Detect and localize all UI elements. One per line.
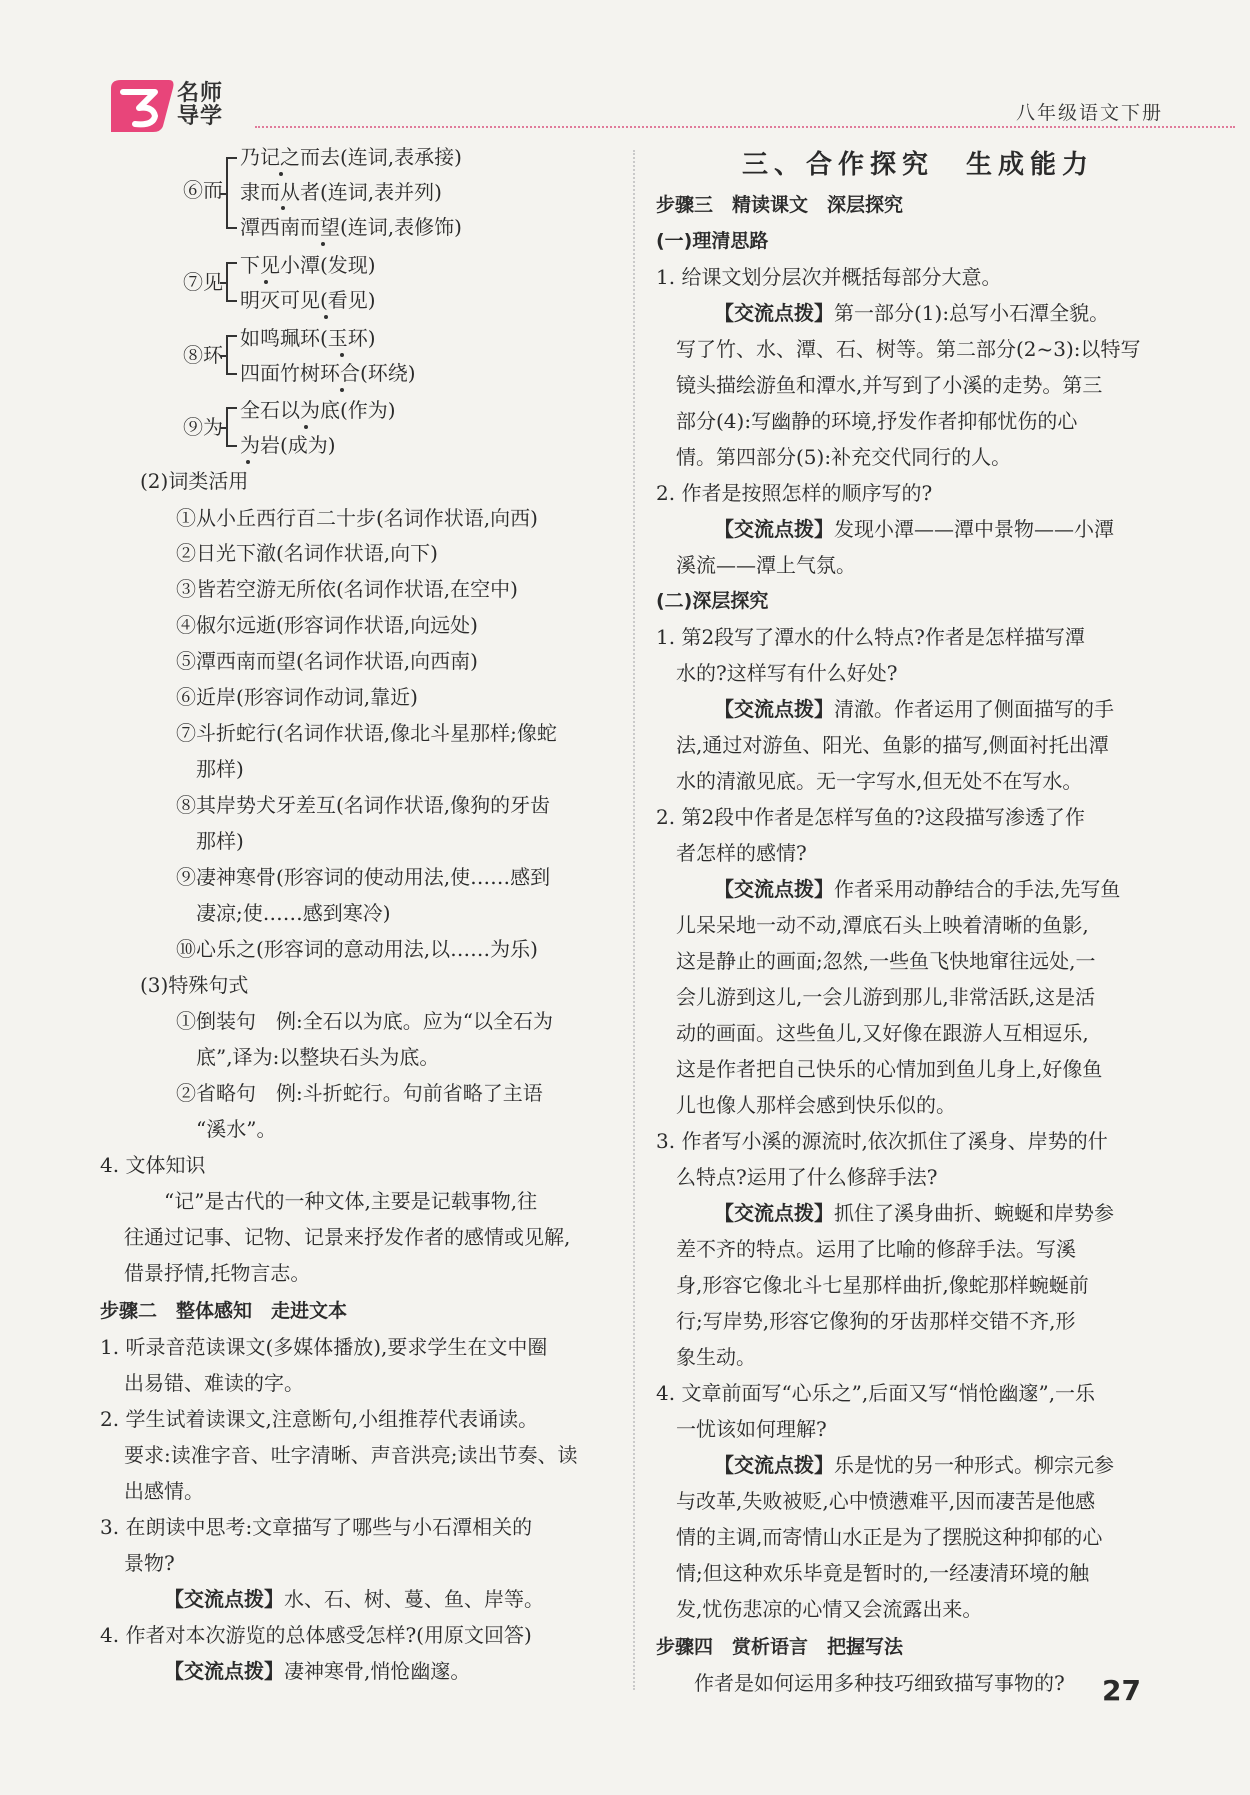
header-divider <box>255 126 1235 128</box>
question-line: 2. 第2段中作者是怎样写鱼的?这段描写渗透了作 <box>656 805 1085 829</box>
question-line: 1. 第2段写了潭水的什么特点?作者是怎样描写潭 <box>656 625 1085 649</box>
list-item: ④俶尔远逝(形容词作状语,向远处) <box>176 613 478 637</box>
section-title: 三、合作探究 生成能力 <box>742 150 1095 180</box>
answer-line: 情;但这种欢乐毕竟是暂时的,一经凄清环境的触 <box>676 1561 1090 1585</box>
list-item: ⑩心乐之(形容词的意动用法,以……为乐) <box>176 937 538 961</box>
question-line: 出易错、难读的字。 <box>124 1371 304 1395</box>
step-heading: 步骤三 精读课文 深层探究 <box>656 194 904 216</box>
list-item: 那样) <box>196 757 244 781</box>
answer-line: 这是作者把自己快乐的心情加到鱼儿身上,好像鱼 <box>676 1057 1103 1081</box>
column-divider <box>633 150 635 1690</box>
logo-text: 名师 导学 <box>177 81 224 129</box>
answer-line <box>164 1656 470 1686</box>
answer-line: 发,忧伤悲凉的心情又会流露出来。 <box>676 1597 983 1621</box>
list-item: 明灭可见(看见) <box>240 288 376 312</box>
answer-line: 【交流点拨】清澈。作者运用了侧面描写的手 <box>714 697 1114 721</box>
section-heading: (2)词类活用 <box>140 469 249 493</box>
answer-line: 法,通过对游鱼、阳光、鱼影的描写,侧面衬托出潭 <box>676 733 1109 757</box>
group-label: ⑧环 <box>183 343 223 367</box>
group-label: ⑦见 <box>183 270 223 294</box>
list-item: 四面竹树环合(环绕) <box>240 361 416 385</box>
answer-line: 【交流点拨】乐是忧的另一种形式。柳宗元参 <box>714 1453 1114 1477</box>
answer-line: 【交流点拨】作者采用动静结合的手法,先写鱼 <box>714 877 1121 901</box>
answer-line: 这是静止的画面;忽然,一些鱼飞快地窜往远处,一 <box>676 949 1096 973</box>
answer-line: 儿也像人那样会感到快乐似的。 <box>676 1093 956 1117</box>
question-line: 者怎样的感情? <box>676 841 807 865</box>
answer-line: 行;写岸势,形容它像狗的牙齿那样交错不齐,形 <box>676 1309 1076 1333</box>
question-line: 4. 作者对本次游览的总体感受怎样?(用原文回答) <box>100 1623 532 1647</box>
tip-label: 【交流点拨】 <box>164 1587 284 1611</box>
list-item: 底”,译为:以整块石头为底。 <box>196 1045 440 1069</box>
question-line: 3. 在朗读中思考:文章描写了哪些与小石潭相关的 <box>100 1515 533 1539</box>
tip-label: 【交流点拨】 <box>714 1453 834 1477</box>
answer-line: 【交流点拨】第一部分(1):总写小石潭全貌。 <box>714 301 1110 325</box>
answer-line: 象生动。 <box>676 1345 756 1369</box>
list-item: ①倒装句 例:全石以为底。应为“以全石为 <box>176 1009 553 1033</box>
paragraph-line: 往通过记事、记物、记景来抒发作者的感情或见解, <box>124 1225 571 1249</box>
answer-line: 水的清澈见底。无一字写水,但无处不在写水。 <box>676 769 1083 793</box>
list-item: 隶而从者(连词,表并列) <box>240 180 442 204</box>
list-item: ②日光下澈(名词作状语,向下) <box>176 541 438 565</box>
answer-line: 写了竹、水、潭、石、树等。第二部分(2~3):以特写 <box>676 337 1141 361</box>
question-line: 4. 文章前面写“心乐之”,后面又写“悄怆幽邃”,一乐 <box>656 1381 1096 1405</box>
list-item: 如鸣珮环(玉环) <box>240 326 376 350</box>
section-heading: (3)特殊句式 <box>140 973 249 997</box>
answer-line: 部分(4):写幽静的环境,抒发作者抑郁忧伤的心 <box>676 409 1078 433</box>
tip-label: 【交流点拨】 <box>714 1201 834 1225</box>
answer-line: 与改革,失败被贬,心中愤懑难平,因而凄苦是他感 <box>676 1489 1096 1513</box>
tip-label: 【交流点拨】 <box>714 877 834 901</box>
tip-text: 水、石、树、蔓、鱼、岸等。 <box>284 1587 544 1611</box>
list-item: ⑧其岸势犬牙差互(名词作状语,像狗的牙齿 <box>176 793 551 817</box>
list-item: “溪水”。 <box>196 1117 277 1141</box>
tip-text: 凄神寒骨,悄怆幽邃。 <box>284 1659 471 1683</box>
question-line: 1. 听录音范读课文(多媒体播放),要求学生在文中圈 <box>100 1335 548 1359</box>
paragraph-line: 借景抒情,托物言志。 <box>124 1261 311 1285</box>
question-line: 出感情。 <box>124 1479 204 1503</box>
step-heading: 步骤二 整体感知 走进文本 <box>100 1300 348 1322</box>
answer-line: 镜头描绘游鱼和潭水,并写到了小溪的走势。第三 <box>676 373 1103 397</box>
question-line: 1. 给课文划分层次并概括每部分大意。 <box>656 265 1002 289</box>
answer-line <box>164 1584 544 1614</box>
question-line: 一忧该如何理解? <box>676 1417 827 1441</box>
question-line: 水的?这样写有什么好处? <box>676 661 898 685</box>
question-line: 3. 作者写小溪的源流时,依次抓住了溪身、岸势的什 <box>656 1129 1108 1153</box>
answer-line: 动的画面。这些鱼儿,又好像在跟游人互相逗乐, <box>676 1021 1089 1045</box>
list-item: 凄凉;使……感到寒冷) <box>196 901 391 925</box>
list-item: ⑤潭西南而望(名词作状语,向西南) <box>176 649 478 673</box>
question-line: 景物? <box>124 1551 175 1575</box>
answer-line: 差不齐的特点。运用了比喻的修辞手法。写溪 <box>676 1237 1076 1261</box>
page-header <box>105 78 1175 136</box>
list-item: 那样) <box>196 829 244 853</box>
tip-label: 【交流点拨】 <box>714 517 834 541</box>
brace <box>226 157 237 229</box>
list-item: 潭西南而望(连词,表修饰) <box>240 215 462 239</box>
tip-label: 【交流点拨】 <box>714 301 834 325</box>
list-item: ⑨凄神寒骨(形容词的使动用法,使……感到 <box>176 865 551 889</box>
list-item: 为岩(成为) <box>240 433 336 457</box>
answer-line: 会儿游到这儿,一会儿游到那儿,非常活跃,这是活 <box>676 985 1096 1009</box>
paragraph-line: “记”是古代的一种文体,主要是记载事物,往 <box>164 1189 538 1213</box>
list-item: ②省略句 例:斗折蛇行。句前省略了主语 <box>176 1081 543 1105</box>
brace <box>226 335 237 375</box>
grade-label: 八年级语文下册 <box>1015 102 1163 124</box>
group-label: ⑨为 <box>183 415 223 439</box>
brace <box>226 407 237 447</box>
paragraph-line: 作者是如何运用多种技巧细致描写事物的? <box>694 1671 1065 1695</box>
tip-label: 【交流点拨】 <box>714 697 834 721</box>
brace <box>226 262 237 302</box>
question-line: 2. 作者是按照怎样的顺序写的? <box>656 481 933 505</box>
list-item: 全石以为底(作为) <box>240 398 396 422</box>
list-item: 乃记之而去(连词,表承接) <box>240 145 462 169</box>
group-label: ⑥而 <box>183 178 223 202</box>
answer-line: 【交流点拨】发现小潭——潭中景物——小潭 <box>714 517 1114 541</box>
answer-line: 情。第四部分(5):补充交代同行的人。 <box>676 445 1012 469</box>
page-number: 27 <box>1102 1674 1141 1707</box>
answer-line: 儿呆呆地一动不动,潭底石头上映着清晰的鱼影, <box>676 913 1089 937</box>
step-heading: 步骤四 赏析语言 把握写法 <box>656 1636 904 1658</box>
list-item: ⑦斗折蛇行(名词作状语,像北斗星那样;像蛇 <box>176 721 557 745</box>
section-heading: 4. 文体知识 <box>100 1153 206 1177</box>
list-item: ③皆若空游无所依(名词作状语,在空中) <box>176 577 518 601</box>
answer-line: 【交流点拨】抓住了溪身曲折、蜿蜒和岸势参 <box>714 1201 1114 1225</box>
list-item: ①从小丘西行百二十步(名词作状语,向西) <box>176 506 538 530</box>
list-item: 下见小潭(发现) <box>240 253 376 277</box>
tip-label: 【交流点拨】 <box>164 1659 284 1683</box>
answer-line: 身,形容它像北斗七星那样曲折,像蛇那样蜿蜒前 <box>676 1273 1089 1297</box>
list-item: ⑥近岸(形容词作动词,靠近) <box>176 685 418 709</box>
subsection-heading: (一)理清思路 <box>656 230 769 252</box>
question-line: 2. 学生试着读课文,注意断句,小组推荐代表诵读。 <box>100 1407 539 1431</box>
subsection-heading: (二)深层探究 <box>656 590 769 612</box>
answer-line: 溪流——潭上气氛。 <box>676 553 856 577</box>
question-line: 要求:读准字音、吐字清晰、声音洪亮;读出节奏、读 <box>124 1443 578 1467</box>
answer-line: 情的主调,而寄情山水正是为了摆脱这种抑郁的心 <box>676 1525 1103 1549</box>
question-line: 么特点?运用了什么修辞手法? <box>676 1165 938 1189</box>
